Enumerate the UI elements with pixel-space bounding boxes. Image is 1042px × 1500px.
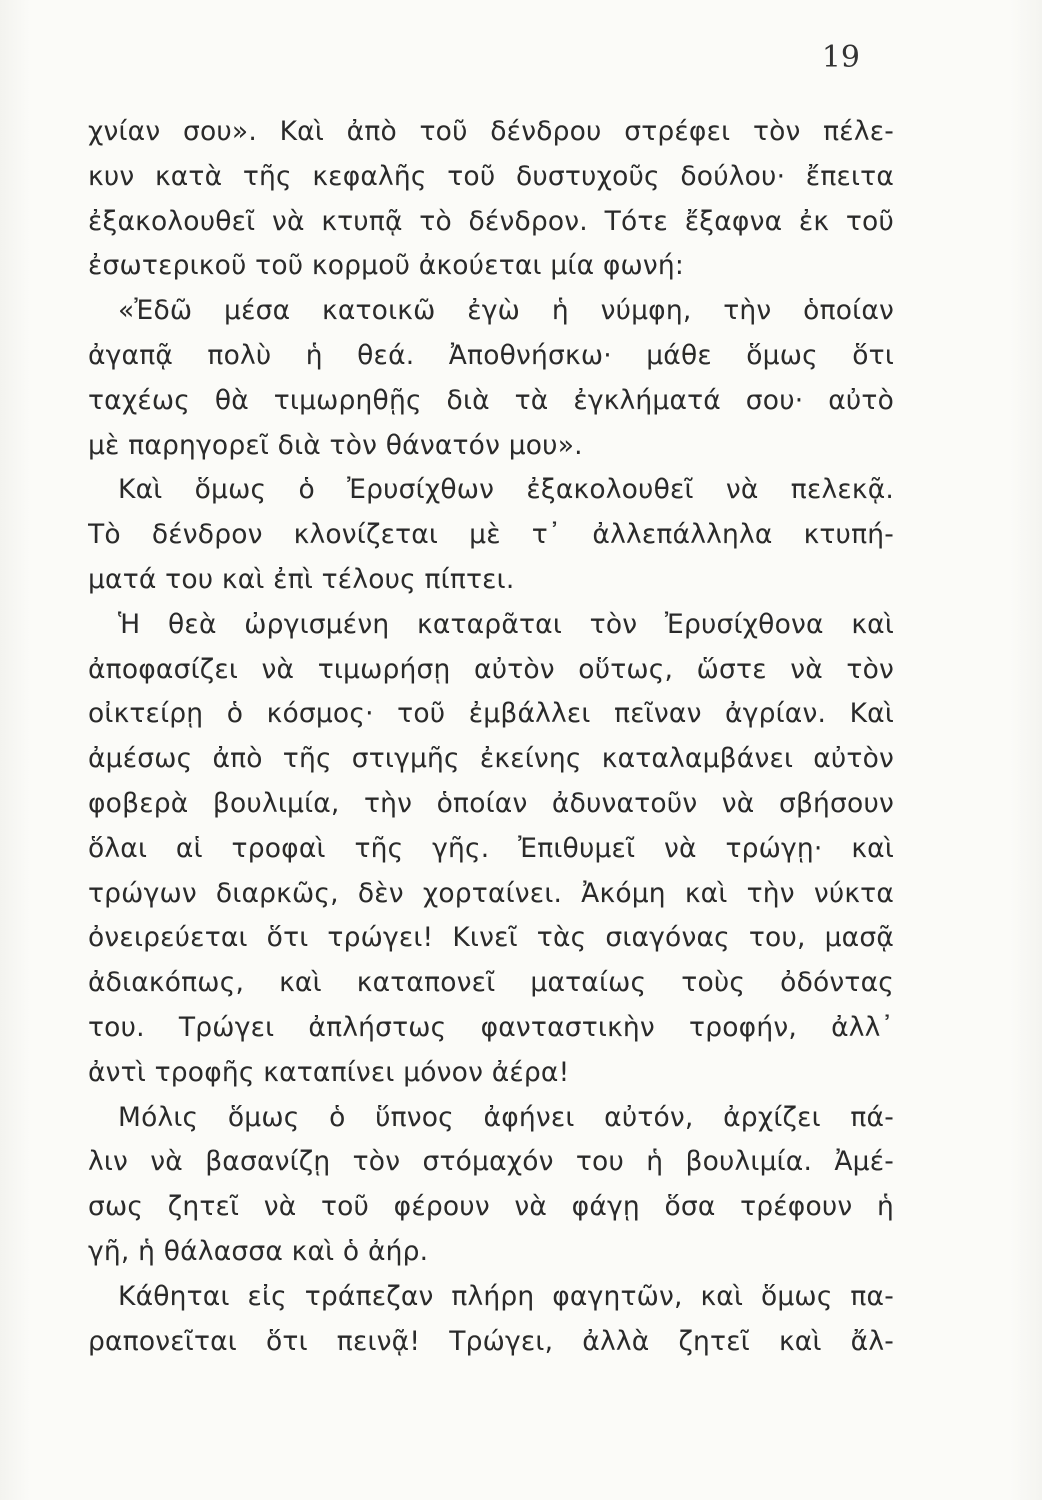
- text-line: ἀμέσως ἀπὸ τῆς στιγμῆς ἐκείνης καταλαμβάνει αὐτὸν: [88, 743, 894, 775]
- text-line: Τὸ δένδρον κλονίζεται μὲ τ᾽ ἀλλεπάλληλα κτυπή-: [88, 519, 894, 551]
- text-line: ἀγαπᾷ πολὺ ἡ θεά. Ἀποθνήσκω· μάθε ὅμως ὅτι: [88, 339, 894, 371]
- page-number: 19: [821, 40, 860, 75]
- text-line: φοβερὰ βουλιμία, τὴν ὁποίαν ἀδυνατοῦν νὰ σβήσουν: [88, 787, 894, 819]
- text-line: χνίαν σου». Καὶ ἀπὸ τοῦ δένδρου στρέφει τὸν πέλε-: [88, 116, 894, 147]
- text-line: Ἡ θεὰ ὠργισμένη καταρᾶται τὸν Ἐρυσίχθονα καὶ: [118, 608, 894, 640]
- page-text-body: [88, 110, 894, 1364]
- text-line: τρώγων διαρκῶς, δὲν χορταίνει. Ἀκόμη καὶ τὴν νύκτα: [88, 877, 894, 909]
- text-line: γῆ, ἡ θάλασσα καὶ ὁ ἀήρ.: [88, 1235, 429, 1267]
- text-line: ταχέως θὰ τιμωρηθῇς διὰ τὰ ἐγκλήματά σου· αὐτὸ: [88, 384, 894, 416]
- text-line: Μόλις ὅμως ὁ ὕπνος ἀφήνει αὐτόν, ἀρχίζει πά-: [118, 1101, 894, 1133]
- text-line: ὀνειρεύεται ὅτι τρώγει! Κινεῖ τὰς σιαγόνας του, μασᾷ: [88, 922, 894, 954]
- text-line: ραπονεῖται ὅτι πεινᾷ! Τρώγει, ἀλλὰ ζητεῖ καὶ ἄλ-: [88, 1325, 894, 1357]
- text-line: οἰκτείρῃ ὁ κόσμος· τοῦ ἐμβάλλει πεῖναν ἀγρίαν. Καὶ: [88, 698, 894, 730]
- text-line: ὅλαι αἱ τροφαὶ τῆς γῆς. Ἐπιθυμεῖ νὰ τρώγῃ· καὶ: [88, 832, 894, 864]
- text-line: ἀποφασίζει νὰ τιμωρήσῃ αὐτὸν οὕτως, ὥστε νὰ τὸν: [88, 653, 894, 685]
- text-line: μὲ παρηγορεῖ διὰ τὸν θάνατόν μου».: [88, 429, 583, 461]
- text-line: σως ζητεῖ νὰ τοῦ φέρουν νὰ φάγῃ ὅσα τρέφουν ἡ: [88, 1191, 894, 1223]
- text-line: λιν νὰ βασανίζῃ τὸν στόμαχόν του ἡ βουλιμία. Ἀμέ-: [88, 1146, 894, 1178]
- text-line: ματά του καὶ ἐπὶ τέλους πίπτει.: [88, 563, 515, 595]
- text-line: ἐξακολουθεῖ νὰ κτυπᾷ τὸ δένδρον. Τότε ἔξαφνα ἐκ τοῦ: [88, 205, 894, 237]
- text-line: ἐσωτερικοῦ τοῦ κορμοῦ ἀκούεται μία φωνή:: [88, 250, 685, 282]
- text-line: ἀδιακόπως, καὶ καταπονεῖ ματαίως τοὺς ὀδόντας: [88, 967, 894, 999]
- text-line: «Ἐδῶ μέσα κατοικῶ ἐγὼ ἡ νύμφη, τὴν ὁποίαν: [118, 295, 894, 327]
- text-line: κυν κατὰ τῆς κεφαλῆς τοῦ δυστυχοῦς δούλου· ἔπειτα: [88, 160, 894, 192]
- text-line: Κάθηται εἰς τράπεζαν πλήρη φαγητῶν, καὶ ὅμως πα-: [118, 1280, 894, 1312]
- text-line: Καὶ ὅμως ὁ Ἐρυσίχθων ἐξακολουθεῖ νὰ πελεκᾷ.: [118, 474, 894, 506]
- text-line: του. Τρώγει ἀπλήστως φανταστικὴν τροφήν, ἀλλ᾽: [88, 1011, 894, 1043]
- text-line: ἀντὶ τροφῆς καταπίνει μόνον ἀέρα!: [88, 1056, 570, 1088]
